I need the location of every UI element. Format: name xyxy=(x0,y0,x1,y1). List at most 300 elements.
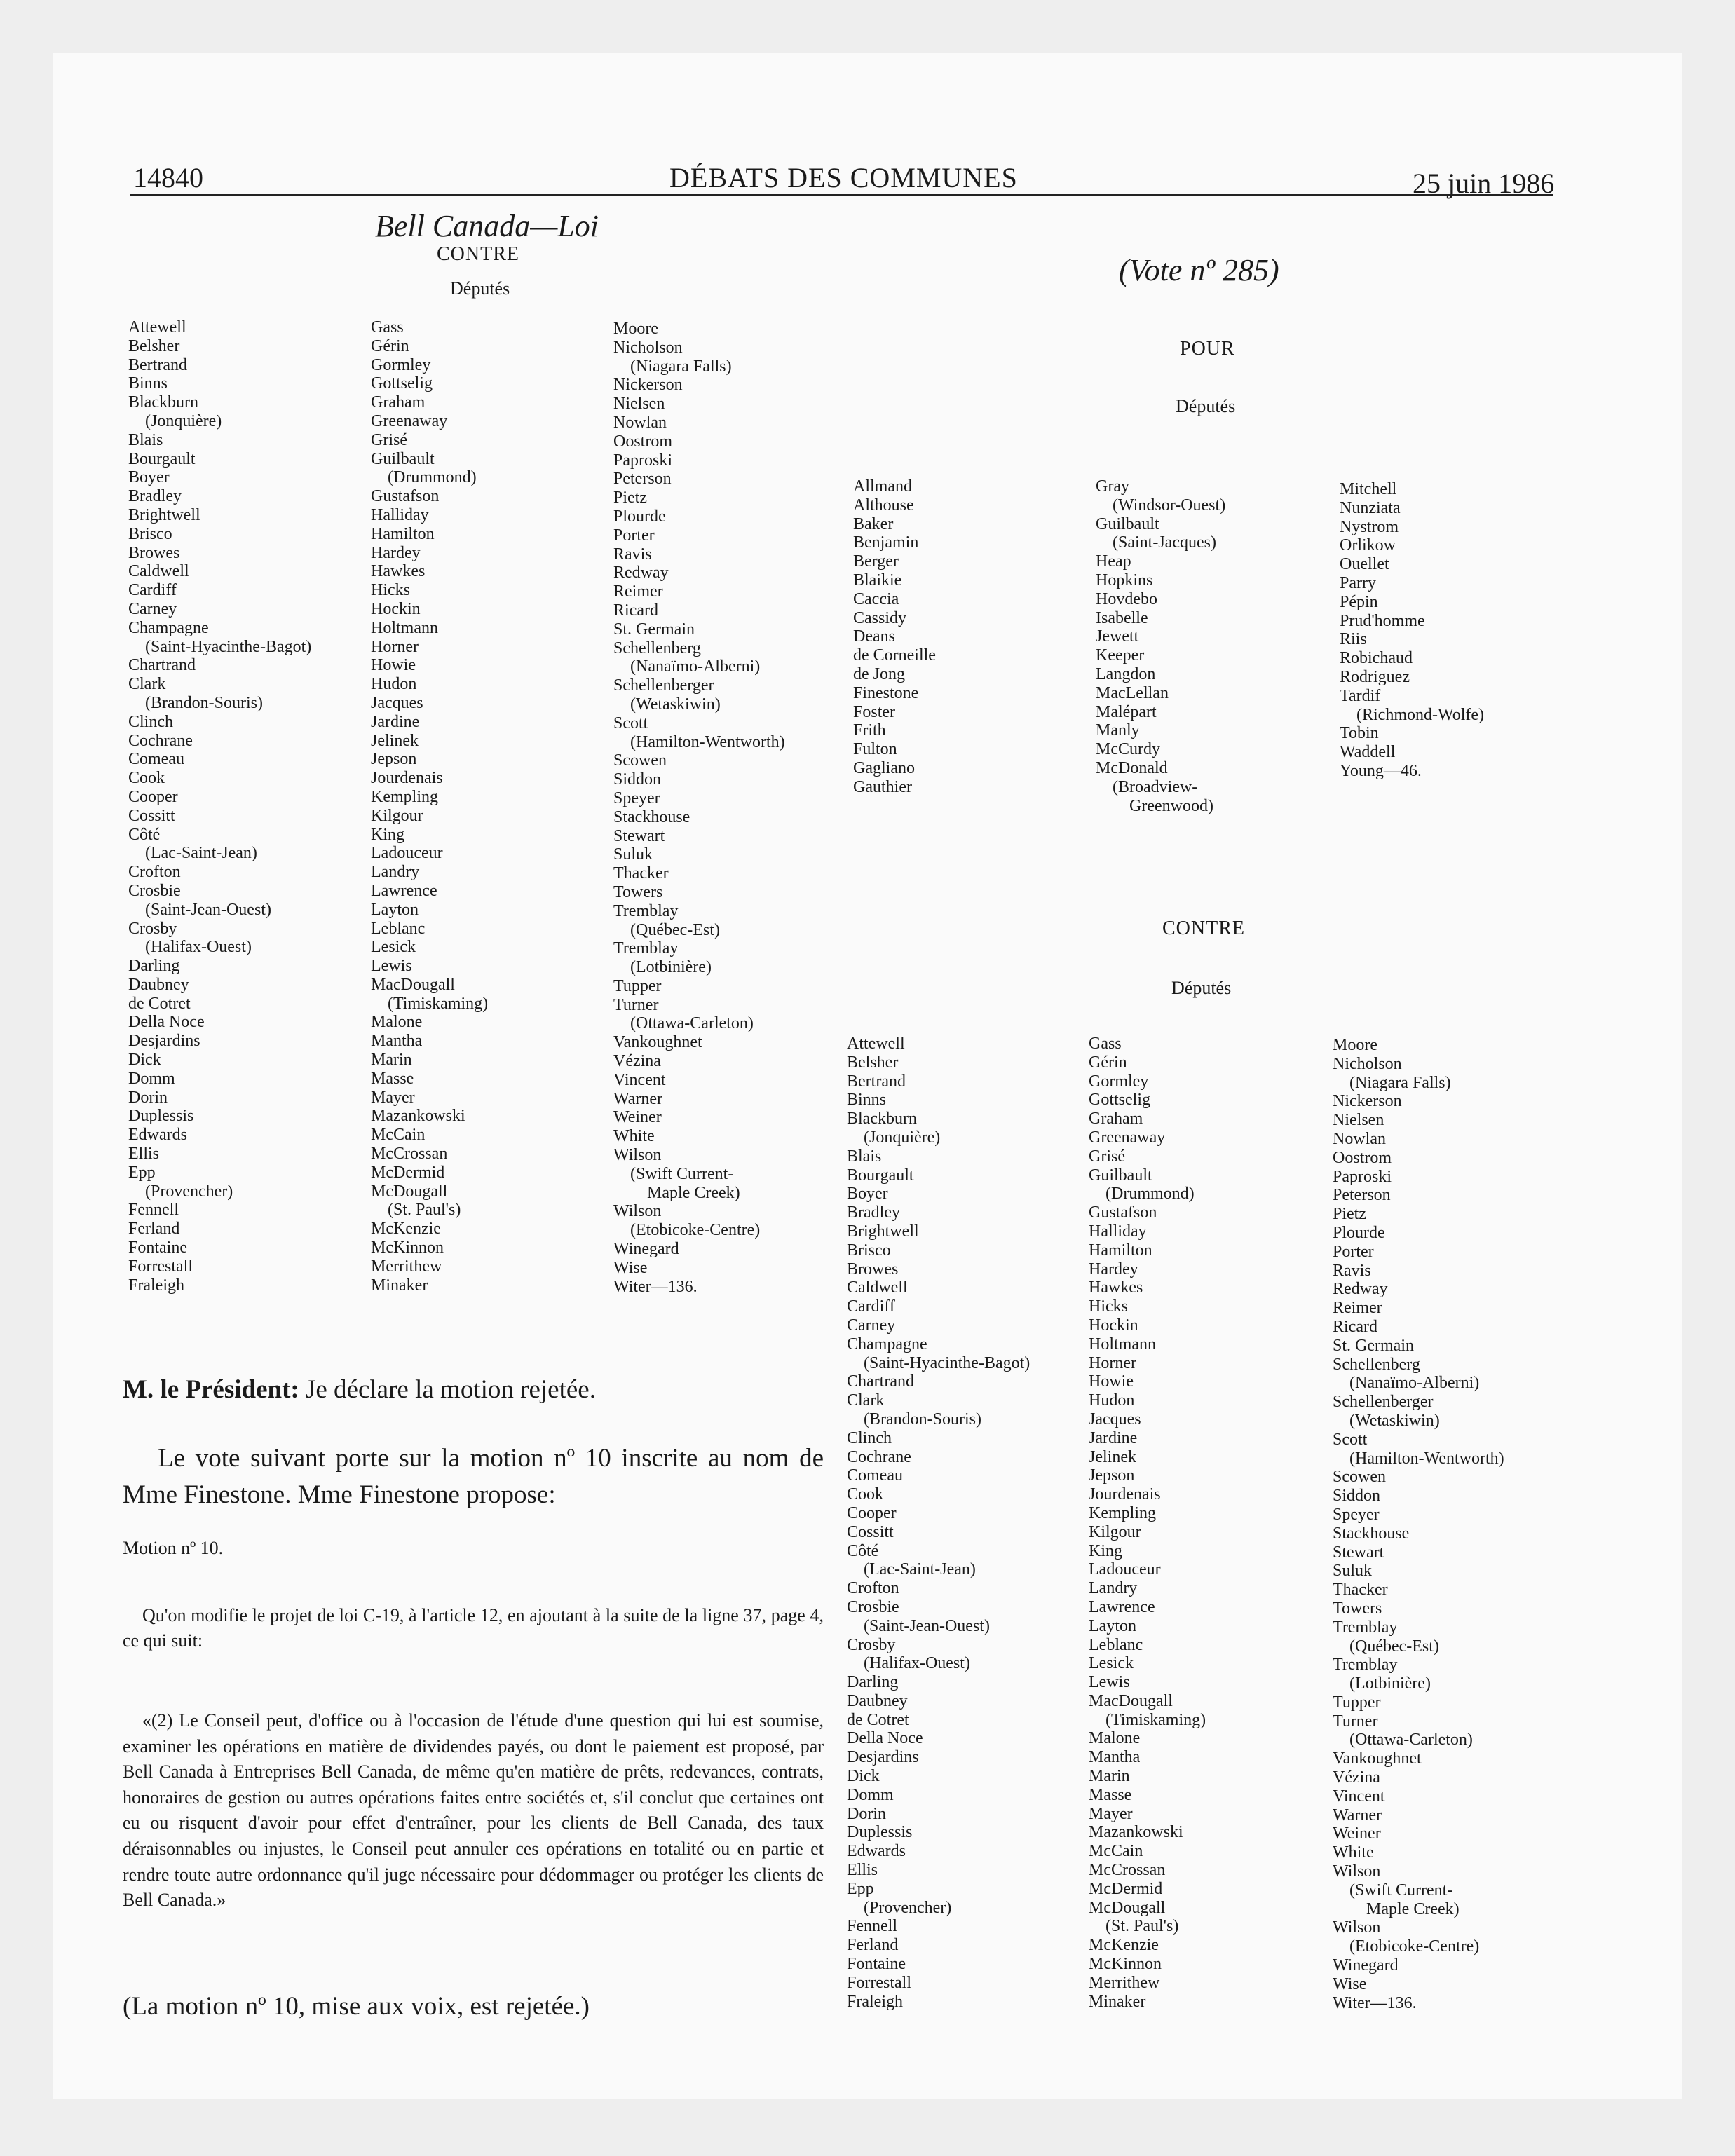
member-name: Côté xyxy=(128,825,161,844)
member-name: Tremblay xyxy=(613,939,679,958)
member-name: Ouellet xyxy=(1340,555,1389,574)
member-name: Vankoughnet xyxy=(1333,1749,1422,1768)
member-name: Scott xyxy=(613,714,648,732)
member-name: Daubney xyxy=(847,1691,908,1710)
member-name: Marin xyxy=(1089,1767,1130,1786)
member-name: Leblanc xyxy=(1089,1635,1143,1654)
constituency-label: (Brandon-Souris) xyxy=(145,693,263,712)
member-name: McKenzie xyxy=(1089,1936,1159,1955)
member-name: Guilbault xyxy=(371,449,435,468)
member-name: Gottselig xyxy=(371,374,433,393)
constituency-label: (Niagara Falls) xyxy=(1349,1073,1451,1092)
member-name: Scowen xyxy=(613,751,667,770)
member-name: McCurdy xyxy=(1096,740,1160,759)
member-name: Paproski xyxy=(1333,1167,1392,1186)
member-name: Vézina xyxy=(1333,1768,1380,1787)
member-name: Bradley xyxy=(847,1203,900,1222)
member-name: Nowlan xyxy=(1333,1129,1386,1148)
member-name: Isabelle xyxy=(1096,608,1148,627)
member-name: Thacker xyxy=(1333,1581,1388,1599)
vote-paragraph: Le vote suivant porte sur la motion nº 10 inscrite au nom de Mme Finestone. Mme Finestone propose: xyxy=(123,1444,824,1509)
member-name: Daubney xyxy=(128,975,189,994)
member-name: Leblanc xyxy=(371,919,426,938)
member-name: de Jong xyxy=(853,664,905,683)
member-name: Blackburn xyxy=(128,393,198,412)
deputes-label: Députés xyxy=(450,278,510,299)
contre-label: CONTRE xyxy=(437,243,519,265)
member-name: Hudon xyxy=(371,675,417,694)
member-name: Hockin xyxy=(1089,1316,1138,1335)
member-name: Minaker xyxy=(371,1276,428,1295)
member-name: McDougall xyxy=(371,1182,448,1201)
member-name: Browes xyxy=(847,1260,899,1278)
vote-list-column xyxy=(1340,480,1484,781)
member-name: Heap xyxy=(1096,552,1131,571)
member-name: Edwards xyxy=(128,1126,187,1145)
member-name: Thacker xyxy=(613,864,669,883)
member-name: Mantha xyxy=(371,1032,423,1051)
constituency-label: (Halifax-Ouest) xyxy=(145,938,252,957)
member-name: Wise xyxy=(613,1258,648,1277)
member-name: Boyer xyxy=(128,468,170,487)
member-name: Berger xyxy=(853,552,899,571)
member-name: Brisco xyxy=(128,524,172,543)
constituency-label: (Lac-Saint-Jean) xyxy=(864,1560,976,1579)
member-name: Brightwell xyxy=(128,505,200,524)
member-name: Suluk xyxy=(1333,1562,1373,1581)
member-name: Bourgault xyxy=(128,449,196,468)
constituency-label: (Saint-Hyacinthe-Bagot) xyxy=(864,1353,1030,1372)
member-name: Peterson xyxy=(1333,1186,1391,1205)
member-name: de Corneille xyxy=(853,646,936,665)
member-name: Reimer xyxy=(613,582,663,601)
member-name: Weiner xyxy=(613,1108,662,1127)
member-name: Malone xyxy=(371,1013,423,1032)
constituency-label: (Niagara Falls) xyxy=(630,357,732,376)
member-name: Nystrom xyxy=(1340,517,1399,536)
contre-label: CONTRE xyxy=(1162,917,1245,939)
member-name: Oostrom xyxy=(613,432,672,451)
member-name: Witer—136. xyxy=(613,1277,698,1296)
member-name: Champagne xyxy=(847,1335,927,1353)
member-name: Clark xyxy=(847,1391,885,1410)
member-name: Gass xyxy=(371,318,404,336)
member-name: Cassidy xyxy=(853,608,907,627)
constituency-label: (Wetaskiwin) xyxy=(630,695,721,714)
member-name: Schellenberg xyxy=(613,639,701,657)
member-name: McDonald xyxy=(1096,758,1168,777)
member-name: Greenaway xyxy=(371,411,448,430)
member-name: Jourdenais xyxy=(1089,1485,1161,1504)
member-name: Lawrence xyxy=(371,881,437,900)
member-name: Maple Creek) xyxy=(1366,1899,1460,1918)
member-name: Fennell xyxy=(847,1917,897,1936)
constituency-label: (Hamilton-Wentworth) xyxy=(1349,1449,1504,1468)
motion-result: (La motion nº 10, mise aux voix, est rejetée.) xyxy=(123,1992,590,2021)
member-name: Belsher xyxy=(847,1053,899,1072)
member-name: McDougall xyxy=(1089,1898,1166,1917)
member-name: Benjamin xyxy=(853,533,919,552)
member-name: Tremblay xyxy=(613,901,679,920)
member-name: Gagliano xyxy=(853,758,915,777)
member-name: Binns xyxy=(847,1091,887,1110)
member-name: Orlikow xyxy=(1340,536,1396,555)
member-name: Cossitt xyxy=(128,806,175,825)
deputes-label: Députés xyxy=(1171,978,1232,998)
member-name: Blais xyxy=(847,1147,882,1166)
member-name: Moore xyxy=(613,320,658,338)
constituency-label: (Wetaskiwin) xyxy=(1349,1411,1440,1430)
member-name: McCrossan xyxy=(1089,1861,1166,1880)
member-name: Halliday xyxy=(1089,1222,1147,1241)
member-name: Jacques xyxy=(371,693,423,712)
member-name: St. Germain xyxy=(613,620,695,639)
member-name: Desjardins xyxy=(847,1748,919,1767)
member-name: Blackburn xyxy=(847,1110,917,1128)
member-name: Hawkes xyxy=(1089,1278,1143,1297)
member-name: Fennell xyxy=(128,1201,179,1220)
member-name: Duplessis xyxy=(847,1823,913,1842)
member-name: Tupper xyxy=(613,976,662,995)
member-name: Cook xyxy=(128,769,165,788)
member-name: Hicks xyxy=(1089,1297,1128,1316)
member-name: Landry xyxy=(1089,1579,1138,1598)
member-name: Cardiff xyxy=(128,581,177,600)
page-number: 14840 xyxy=(133,162,203,193)
vote-list-column xyxy=(371,318,488,1295)
member-name: Nicholson xyxy=(613,338,683,357)
member-name: Robichaud xyxy=(1340,649,1413,668)
member-name: Stackhouse xyxy=(613,807,690,826)
member-name: Wilson xyxy=(1333,1862,1381,1881)
constituency-label: (St. Paul's) xyxy=(1105,1917,1179,1936)
vote-list-column xyxy=(1096,477,1225,815)
member-name: Hockin xyxy=(371,599,421,618)
constituency-label: (Drummond) xyxy=(1105,1185,1195,1203)
member-name: Chartrand xyxy=(847,1372,914,1391)
member-name: Hamilton xyxy=(1089,1241,1152,1260)
member-name: Nunziata xyxy=(1340,498,1401,517)
constituency-label: (Lac-Saint-Jean) xyxy=(145,844,257,863)
member-name: McDermid xyxy=(1089,1879,1163,1898)
member-name: Forrestall xyxy=(128,1257,193,1276)
member-name: Lesick xyxy=(1089,1654,1134,1673)
member-name: Holtmann xyxy=(371,618,438,637)
member-name: Plourde xyxy=(1333,1223,1385,1242)
member-name: Epp xyxy=(847,1879,874,1898)
member-name: Ladouceur xyxy=(371,844,443,863)
header-rule xyxy=(130,194,1553,196)
member-name: Cooper xyxy=(847,1503,897,1522)
member-name: Turner xyxy=(613,995,659,1014)
member-name: Parry xyxy=(1340,573,1376,592)
member-name: Suluk xyxy=(613,845,653,864)
member-name: Hawkes xyxy=(371,562,426,581)
member-name: Attewell xyxy=(847,1035,905,1053)
member-name: Forrestall xyxy=(847,1973,911,1992)
member-name: Gottselig xyxy=(1089,1091,1150,1110)
member-name: Greenaway xyxy=(1089,1128,1166,1147)
member-name: Ricard xyxy=(1333,1317,1377,1336)
member-name: McKenzie xyxy=(371,1220,441,1239)
member-name: Mantha xyxy=(1089,1748,1141,1767)
member-name: Lesick xyxy=(371,938,416,957)
constituency-label: (Windsor-Ouest) xyxy=(1113,496,1226,514)
member-name: Tremblay xyxy=(1333,1656,1398,1674)
constituency-label: (St. Paul's) xyxy=(388,1201,461,1220)
member-name: Ferland xyxy=(847,1936,899,1955)
member-name: Ravis xyxy=(613,545,652,564)
member-name: Tobin xyxy=(1340,724,1379,743)
member-name: Fraleigh xyxy=(847,1992,903,2011)
member-name: Ladouceur xyxy=(1089,1560,1161,1579)
member-name: Minaker xyxy=(1089,1992,1146,2011)
constituency-label: (Broadview- xyxy=(1113,777,1198,796)
member-name: Moore xyxy=(1333,1036,1377,1054)
constituency-label: (Lotbinière) xyxy=(1349,1674,1431,1693)
constituency-label: (Québec-Est) xyxy=(630,920,720,939)
member-name: Ellis xyxy=(847,1861,878,1880)
member-name: Cook xyxy=(847,1485,884,1504)
constituency-label: (Etobicoke-Centre) xyxy=(630,1221,761,1240)
member-name: Vincent xyxy=(1333,1787,1385,1806)
member-name: Howie xyxy=(371,656,416,675)
journal-title: DÉBATS DES COMMUNES xyxy=(669,162,1018,193)
constituency-label: (Jonquière) xyxy=(864,1128,941,1147)
vote-list-column xyxy=(1333,1036,1504,2012)
member-name: Speyer xyxy=(613,789,660,807)
member-name: Crofton xyxy=(128,863,181,882)
member-name: Blaikie xyxy=(853,571,902,589)
member-name: Plourde xyxy=(613,507,666,526)
member-name: Turner xyxy=(1333,1712,1378,1731)
member-name: Jepson xyxy=(371,750,417,769)
member-name: Kilgour xyxy=(1089,1522,1141,1541)
member-name: McCain xyxy=(371,1126,426,1145)
member-name: Darling xyxy=(128,957,180,976)
member-name: Cooper xyxy=(128,787,178,806)
member-name: McKinnon xyxy=(1089,1955,1162,1974)
pour-label: POUR xyxy=(1180,338,1235,360)
document-page xyxy=(53,53,1682,2099)
member-name: Schellenberg xyxy=(1333,1355,1420,1374)
member-name: Belsher xyxy=(128,336,180,355)
member-name: White xyxy=(613,1127,655,1146)
member-name: Guilbault xyxy=(1096,514,1159,533)
member-name: Fontaine xyxy=(128,1239,187,1257)
member-name: Hovdebo xyxy=(1096,589,1157,608)
amendment-paragraph: Qu'on modifie le projet de loi C-19, à l'article 12, en ajoutant à la suite de la ligne 37, page 4, ce qui suit: xyxy=(123,1605,824,1651)
member-name: Grisé xyxy=(1089,1147,1125,1166)
member-name: Speyer xyxy=(1333,1505,1380,1524)
constituency-label: (Saint-Jacques) xyxy=(1113,533,1216,552)
member-name: Landry xyxy=(371,863,420,882)
member-name: Merrithew xyxy=(371,1257,442,1276)
member-name: Nowlan xyxy=(613,413,667,432)
member-name: Cochrane xyxy=(128,731,193,750)
member-name: Gérin xyxy=(371,336,409,355)
member-name: McDermid xyxy=(371,1163,445,1182)
member-name: McCrossan xyxy=(371,1145,448,1164)
member-name: Nicholson xyxy=(1333,1054,1402,1073)
member-name: Ferland xyxy=(128,1220,180,1239)
member-name: Chartrand xyxy=(128,656,196,675)
member-name: Nickerson xyxy=(613,376,683,395)
member-name: Lawrence xyxy=(1089,1597,1155,1616)
constituency-label: (Lotbinière) xyxy=(630,958,712,977)
member-name: Gormley xyxy=(1089,1072,1149,1091)
member-name: Wilson xyxy=(613,1146,662,1165)
member-name: Warner xyxy=(613,1089,663,1108)
member-name: Gauthier xyxy=(853,777,912,796)
constituency-label: (Saint-Jean-Ouest) xyxy=(864,1616,990,1635)
member-name: Foster xyxy=(853,702,895,721)
member-name: Rodriguez xyxy=(1340,667,1410,686)
member-name: Guilbault xyxy=(1089,1166,1152,1185)
motion-label: Motion nº 10. xyxy=(123,1538,224,1558)
member-name: St. Germain xyxy=(1333,1336,1414,1355)
member-name: Tremblay xyxy=(1333,1618,1398,1637)
member-name: Dorin xyxy=(128,1088,168,1107)
member-name: Finestone xyxy=(853,683,919,702)
member-name: Greenwood) xyxy=(1129,796,1213,815)
member-name: Prud'homme xyxy=(1340,611,1425,630)
member-name: Wilson xyxy=(613,1202,662,1221)
member-name: Fulton xyxy=(853,740,897,759)
member-name: Vankoughnet xyxy=(613,1033,702,1052)
member-name: Jacques xyxy=(1089,1410,1141,1428)
member-name: Althouse xyxy=(853,496,914,514)
constituency-label: (Québec-Est) xyxy=(1349,1637,1439,1656)
member-name: Crofton xyxy=(847,1579,899,1598)
member-name: Jardine xyxy=(1089,1428,1138,1447)
member-name: Bourgault xyxy=(847,1166,914,1185)
member-name: Deans xyxy=(853,627,895,646)
constituency-label: (Timiskaming) xyxy=(1105,1710,1206,1729)
member-name: King xyxy=(1089,1541,1122,1560)
member-name: Winegard xyxy=(1333,1956,1399,1975)
constituency-label: (Swift Current- xyxy=(1349,1881,1453,1899)
member-name: Attewell xyxy=(128,318,186,336)
constituency-label: (Provencher) xyxy=(864,1898,952,1917)
member-name: Stewart xyxy=(613,826,665,845)
member-name: Malone xyxy=(1089,1729,1141,1748)
constituency-label: (Jonquière) xyxy=(145,411,222,430)
member-name: Keeper xyxy=(1096,646,1145,665)
member-name: Manly xyxy=(1096,721,1140,740)
speaker-statement xyxy=(123,1374,824,1406)
member-name: Nielsen xyxy=(1333,1111,1384,1130)
member-name: Binns xyxy=(128,374,168,393)
member-name: Horner xyxy=(371,637,419,656)
member-name: Siddon xyxy=(1333,1487,1381,1506)
member-name: Baker xyxy=(853,514,894,533)
member-name: Porter xyxy=(613,526,655,545)
member-name: Tardif xyxy=(1340,686,1381,705)
constituency-label: (Provencher) xyxy=(145,1182,233,1201)
constituency-label: (Etobicoke-Centre) xyxy=(1349,1937,1480,1956)
member-name: MacDougall xyxy=(371,975,455,994)
member-name: Jepson xyxy=(1089,1466,1135,1485)
member-name: Halliday xyxy=(371,505,429,524)
member-name: Bradley xyxy=(128,487,182,506)
member-name: de Cotret xyxy=(847,1710,909,1729)
member-name: Caldwell xyxy=(847,1278,908,1297)
member-name: Cochrane xyxy=(847,1447,911,1466)
member-name: Pietz xyxy=(613,489,647,507)
member-name: Malépart xyxy=(1096,702,1157,721)
member-name: Brightwell xyxy=(847,1222,919,1241)
member-name: Masse xyxy=(1089,1785,1132,1804)
member-name: Duplessis xyxy=(128,1107,194,1126)
member-name: Allmand xyxy=(853,477,912,496)
speaker-name: M. le Président: xyxy=(123,1375,299,1404)
member-name: Layton xyxy=(371,900,419,919)
member-name: Lewis xyxy=(1089,1673,1130,1692)
member-name: Mayer xyxy=(371,1088,415,1107)
constituency-label: (Saint-Hyacinthe-Bagot) xyxy=(145,637,312,656)
member-name: Redway xyxy=(613,564,669,582)
bill-title: Bell Canada—Loi xyxy=(375,209,599,243)
member-name: Champagne xyxy=(128,618,209,637)
member-name: Reimer xyxy=(1333,1299,1382,1318)
constituency-label: (Ottawa-Carleton) xyxy=(630,1014,754,1033)
member-name: Jourdenais xyxy=(371,769,443,788)
member-name: Cossitt xyxy=(847,1522,894,1541)
member-name: Comeau xyxy=(128,750,184,769)
member-name: Cardiff xyxy=(847,1297,895,1316)
member-name: Langdon xyxy=(1096,664,1156,683)
member-name: Nielsen xyxy=(613,395,665,414)
member-name: Fraleigh xyxy=(128,1276,184,1295)
member-name: Mazankowski xyxy=(371,1107,465,1126)
member-name: Weiner xyxy=(1333,1824,1381,1843)
member-name: Hamilton xyxy=(371,524,435,543)
member-name: Mitchell xyxy=(1340,480,1397,498)
member-name: Hardey xyxy=(371,543,421,562)
member-name: McCain xyxy=(1089,1842,1143,1861)
vote-list-column xyxy=(128,318,311,1295)
member-name: Dick xyxy=(128,1051,161,1070)
member-name: Holtmann xyxy=(1089,1335,1156,1353)
member-name: Carney xyxy=(128,599,177,618)
member-name: Towers xyxy=(613,882,663,901)
member-name: Vézina xyxy=(613,1052,661,1071)
member-name: Carney xyxy=(847,1316,896,1335)
vote-number: (Vote nº 285) xyxy=(1119,253,1279,287)
constituency-label: (Richmond-Wolfe) xyxy=(1356,705,1485,724)
member-name: Domm xyxy=(128,1069,175,1088)
member-name: Redway xyxy=(1333,1280,1388,1299)
member-name: Masse xyxy=(371,1069,414,1088)
member-name: Kilgour xyxy=(371,806,423,825)
member-name: King xyxy=(371,825,404,844)
member-name: Layton xyxy=(1089,1616,1136,1635)
speaker-text: Je déclare la motion rejetée. xyxy=(299,1375,596,1404)
member-name: Towers xyxy=(1333,1599,1382,1618)
member-name: Jewett xyxy=(1096,627,1139,646)
member-name: Clinch xyxy=(847,1428,892,1447)
amendment-quote: «(2) Le Conseil peut, d'office ou à l'occasion de l'étude d'une question qui lui est soumise, examiner les opérations en matière de dividendes payés, ou dont le paiement est proposé, par Bell Canada à Entreprises Bell Canada, de même qu'en matière de prêts, redevances, contrats, honoraires de gestion ou autres opérations faites entre sociétés et, s'il conclut que certaines ont eu ou risquent d'avoir pour effet d'entraîner, pour les clients de Bell Canada, des taux déraisonnables ou injustes, le Conseil peut annuler ces opérations en totalité ou en partie et rendre toute autre ordonnance qu'il juge nécessaire pour dédommager ou protéger les clients de Bell Canada.» xyxy=(123,1710,824,1911)
member-name: Caccia xyxy=(853,589,899,608)
member-name: Pietz xyxy=(1333,1205,1366,1224)
member-name: Crosby xyxy=(847,1635,896,1654)
member-name: Lewis xyxy=(371,957,412,976)
member-name: Tupper xyxy=(1333,1693,1381,1712)
member-name: MacDougall xyxy=(1089,1691,1173,1710)
member-name: Grisé xyxy=(371,430,407,449)
member-name: Schellenberger xyxy=(613,676,714,695)
